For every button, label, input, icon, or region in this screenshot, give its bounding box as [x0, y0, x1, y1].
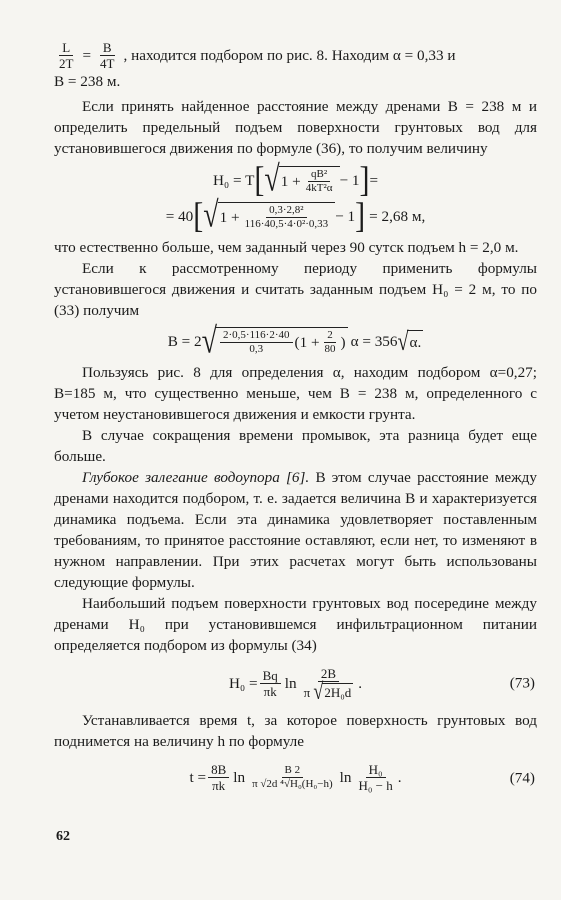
- fraction-denominator: πk: [263, 683, 277, 699]
- fraction-denominator: 4T: [100, 56, 115, 71]
- section-heading-inline: Глубокое залегание водоупора [6].: [82, 469, 310, 486]
- fraction-numerator: Bq: [260, 668, 281, 684]
- formula-lhs: = 40: [165, 207, 194, 225]
- paragraph-7: Наибольший подъем поверхности грунтовых вод посередине между дренами H₀ при установившемся инфильтрационном питании определяется подбором из формулы (34): [54, 595, 537, 654]
- sqrt-expression: [264, 159, 339, 200]
- paragraph-6: [54, 467, 537, 593]
- fraction-denominator: 116·40,5·4·0²·0,33: [244, 217, 329, 230]
- intro-line: [54, 40, 537, 71]
- minus-one: − 1: [335, 207, 356, 225]
- formula-dot: .: [358, 674, 363, 692]
- fraction-2-80: [322, 329, 339, 356]
- formula-73: [54, 666, 537, 704]
- open-paren: (1 +: [294, 334, 320, 351]
- equals-sign: =: [369, 171, 379, 189]
- formula-dot: .: [397, 769, 402, 786]
- formula-b: [54, 320, 537, 361]
- fraction-qb2: [303, 168, 336, 195]
- radicand: 2H₀d: [324, 684, 352, 700]
- radical-sign: √: [397, 327, 409, 356]
- minus-one: − 1: [339, 171, 360, 189]
- radicand: [216, 327, 348, 356]
- fraction-8b-pik: [208, 762, 229, 793]
- radicand: [218, 202, 336, 231]
- fraction-bq-pik: [260, 668, 281, 699]
- fraction-numerator: H₀: [366, 762, 386, 778]
- fraction-b2: [249, 764, 336, 791]
- close-paren: ): [340, 334, 346, 351]
- radicand: [279, 166, 340, 195]
- fraction-denominator: 2T: [59, 56, 74, 71]
- fraction-numerator: B: [100, 40, 115, 56]
- page-body: [54, 40, 537, 803]
- formula-rest: α = 356: [350, 333, 398, 350]
- formula-h0-general: [54, 159, 537, 200]
- ln-operator: ln: [284, 674, 297, 692]
- right-bracket: ]: [355, 195, 366, 236]
- paragraph-4: Пользуясь рис. 8 для определения α, находим подбором α=0,27; B=185 м, что существенно меньше, чем B = 238 м, определенного с учетом неустановившегося движения и емкости грунта.: [54, 364, 537, 423]
- one-plus: 1 +: [280, 172, 301, 190]
- fraction-numeric: [220, 329, 293, 356]
- fraction-numeric: [242, 204, 332, 231]
- sqrt-expression: [313, 678, 353, 704]
- ln-operator: ln: [339, 769, 352, 786]
- fraction-numerator: qB²: [308, 168, 330, 182]
- fraction-denominator: [301, 678, 357, 704]
- sqrt-alpha: [397, 327, 424, 356]
- fraction-denominator: 0,3: [249, 343, 264, 355]
- paragraph-1: Если принять найденное расстояние между дренами B = 238 м и определить предельный подъем поверхности грунтовых вод для установившегося движения по формуле (36), то получим величину: [54, 98, 537, 157]
- formula-h0-numeric: [54, 195, 537, 236]
- fraction-denominator: 4kT²α: [305, 181, 333, 194]
- fraction-numerator: 8B: [208, 762, 229, 778]
- fraction-numerator: B 2: [282, 764, 304, 778]
- sqrt-expression: [203, 195, 335, 236]
- formula-74: [54, 762, 537, 793]
- paragraph-5: В случае сокращения времени промывок, эта разница будет еще больше.: [54, 427, 537, 465]
- intro-text: , находится подбором по рис. 8. Находим α = 0,33 и: [123, 47, 456, 64]
- paragraph-2: что естественно больше, чем заданный через 90 сутск подъем h = 2,0 м.: [54, 239, 519, 256]
- equals-sign: =: [82, 47, 92, 64]
- ln-operator: ln: [233, 769, 246, 786]
- formula-lhs: t =: [189, 769, 207, 786]
- fraction-h0: [355, 762, 395, 793]
- right-bracket: ]: [359, 159, 370, 200]
- formula-result: = 2,68 м,: [369, 207, 426, 225]
- radical-sign: √: [203, 195, 219, 236]
- fraction-numerator: 0,3·2,8²: [266, 204, 306, 218]
- pi-symbol: π: [303, 685, 311, 700]
- intro-text-continued: B = 238 м.: [54, 73, 121, 90]
- radicand: α.: [407, 330, 423, 353]
- paragraph-3: Если к рассмотренному периоду применить формулы установившегося движения и считать заданным подъем H₀ = 2 м, то по (33) получим: [54, 260, 537, 319]
- fraction-numerator: 2B: [318, 666, 339, 682]
- radical-sign: √: [313, 678, 324, 704]
- paragraph-8: Устанавливается время t, за которое поверхность грунтовых вод поднимется на величину h по формуле: [54, 712, 537, 750]
- radical-sign: √: [201, 320, 218, 361]
- fraction-l-2t: [56, 40, 76, 71]
- left-bracket: [: [193, 195, 204, 236]
- page-number: 62: [56, 829, 70, 844]
- formula-lhs: B = 2: [167, 333, 202, 350]
- fraction-numerator: L: [59, 40, 73, 56]
- fraction-denominator: πk: [212, 778, 226, 793]
- one-plus: 1 +: [219, 208, 240, 226]
- fraction-numerator: 2·0,5·116·2·40: [220, 329, 293, 343]
- fraction-denominator: H₀ − h: [358, 778, 393, 793]
- radical-sign: √: [264, 159, 280, 200]
- fraction-denominator: 80: [324, 343, 336, 355]
- equation-number: (73): [509, 674, 535, 692]
- equation-number: (74): [509, 769, 535, 786]
- left-bracket: [: [254, 159, 265, 200]
- fraction-2b: [301, 666, 357, 704]
- formula-lhs: H₀ = T: [212, 171, 255, 189]
- formula-lhs: H₀ =: [228, 674, 258, 692]
- fraction-numerator: 2: [324, 329, 336, 343]
- fraction-b-4t: [97, 40, 117, 71]
- fraction-denominator: π √2d ⁴√H₀(H₀−h): [252, 778, 333, 790]
- paragraph-6-text: В этом случае расстояние между дренами находится подбором, т. е. задается величина B и характеризуется динамика подъема. Если эта динамика удовлетворяет поставленным требованиям, то принятое расстояние оставляют, если нет, то изменяют в нужном направлении. При этих расчетах могут быть использованы следующие формулы.: [54, 469, 537, 591]
- sqrt-expression: [201, 320, 348, 361]
